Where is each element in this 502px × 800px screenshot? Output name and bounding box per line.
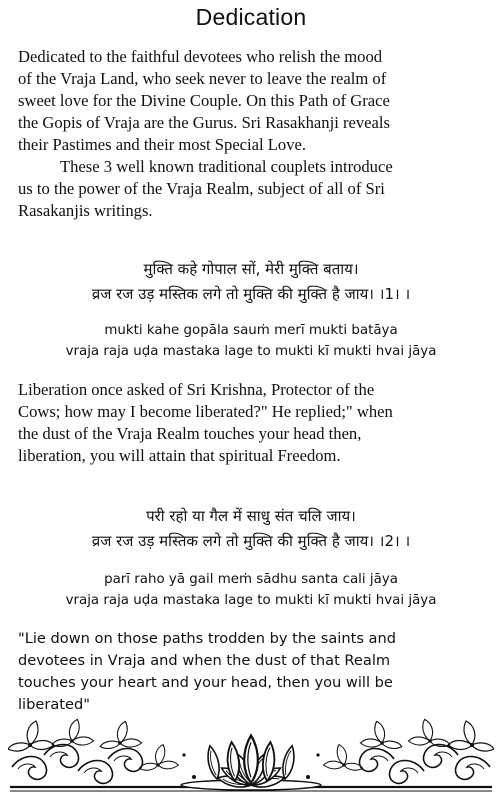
- couplet-2-transliteration: [0, 569, 502, 611]
- page-title: Dedication: [195, 4, 307, 30]
- intro2-line: These 3 well known traditional couplets introduce: [60, 157, 393, 176]
- intro-paragraph: [18, 46, 488, 156]
- transliteration-line: vraja raja uḍa mastaka lage to mukti kī mukti hvai jāya: [65, 593, 437, 608]
- translation-line: "Lie down on those paths trodden by the saints and: [18, 630, 397, 647]
- intro-line: sweet love for the Divine Couple. On this Path of Grace: [18, 91, 390, 110]
- intro-line: Dedicated to the faithful devotees who relish the mood: [18, 47, 383, 66]
- devanagari-line: परी रहो या गैल में साधु संत चलि जाय।: [146, 507, 356, 525]
- transliteration-line: mukti kahe gopāla sauṁ merī mukti batāya: [104, 323, 398, 338]
- translation-line: liberated": [18, 696, 90, 713]
- intro-line: the Gopis of Vraja are the Gurus. Sri Rasakhanji reveals: [18, 113, 390, 132]
- translation-line: the dust of the Vraja Realm touches your head then,: [18, 424, 362, 443]
- couplet-1-devanagari: [0, 257, 502, 307]
- intro-line: their Pastimes and their most Special Love.: [18, 135, 307, 154]
- devanagari-line: व्रज रज उड़ मस्तिक लगे तो मुक्ति की मुक्ति है जाय। ।2। ।: [91, 532, 411, 550]
- devanagari-line: मुक्ति कहे गोपाल सों, मेरी मुक्ति बताय।: [143, 260, 359, 278]
- translation-2-paragraph: [18, 628, 488, 716]
- transliteration-line: parī raho yā gail meṁ sādhu santa cali jāya: [104, 572, 398, 587]
- lotus-floral-border: [8, 715, 494, 795]
- translation-line: Cows; how may I become liberated?" He replied;" when: [18, 402, 393, 421]
- translation-line: devotees in Vraja and when the dust of that Realm: [18, 652, 391, 669]
- translation-line: liberation, you will attain that spiritual Freedom.: [18, 446, 341, 465]
- couplet-2-devanagari: [0, 504, 502, 554]
- translation-line: touches your heart and your head, then you will be: [18, 674, 393, 691]
- devanagari-line: व्रज रज उड़ मस्तिक लगे तो मुक्ति की मुक्ति है जाय। ।1। ।: [91, 285, 411, 303]
- couplet-1-transliteration: [0, 320, 502, 362]
- transliteration-line: vraja raja uḍa mastaka lage to mukti kī mukti hvai jāya: [65, 344, 437, 359]
- translation-1-paragraph: [18, 379, 488, 467]
- intro-line: of the Vraja Land, who seek never to leave the realm of: [18, 69, 387, 88]
- intro2-line: us to the power of the Vraja Realm, subject of all of Sri: [18, 179, 385, 198]
- translation-line: Liberation once asked of Sri Krishna, Protector of the: [18, 380, 375, 399]
- intro2-line: Rasakanjis writings.: [18, 201, 153, 220]
- intro-paragraph-2: [18, 156, 488, 222]
